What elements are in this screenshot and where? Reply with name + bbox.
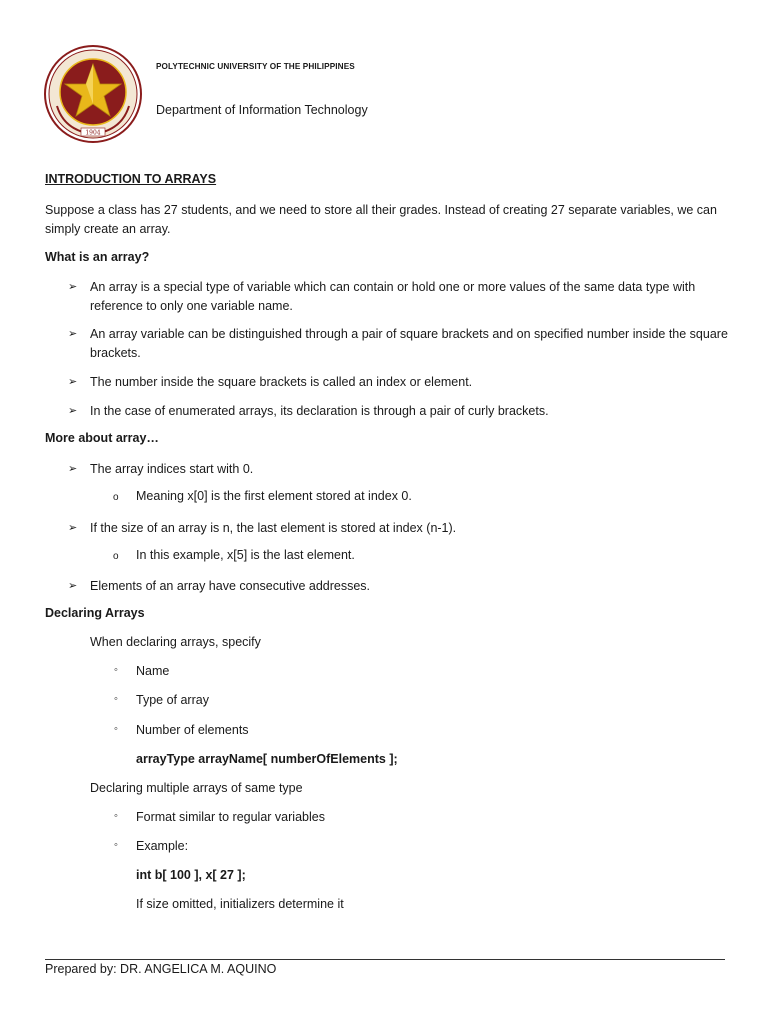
code-example: int b[ 100 ], x[ 27 ]; — [136, 868, 246, 882]
example-note: If size omitted, initializers determine it — [136, 897, 344, 911]
arrow-bullet-icon: ➢ — [68, 281, 78, 293]
sub-list-item: Type of array — [136, 693, 209, 707]
arrow-bullet-icon: ➢ — [68, 376, 78, 388]
small-circle-bullet-icon: ◦ — [114, 723, 118, 735]
document-title: INTRODUCTION TO ARRAYS — [45, 172, 217, 186]
list-item: Elements of an array have consecutive addresses. — [90, 579, 371, 593]
department-name: Department of Information Technology — [156, 103, 368, 117]
sub-list-item: Example: — [136, 839, 189, 853]
section-heading-more: More about array… — [45, 431, 159, 445]
multi-intro: Declaring multiple arrays of same type — [90, 781, 303, 795]
list-item: An array is a special type of variable which can contain or hold one or more values of the same data type with reference to only one variable name. — [90, 280, 696, 313]
small-circle-bullet-icon: ◦ — [114, 839, 118, 851]
syntax-example: arrayType arrayName[ numberOfElements ]; — [136, 752, 398, 766]
arrow-bullet-icon: ➢ — [68, 522, 78, 534]
footer-divider — [45, 959, 725, 960]
intro-paragraph: Suppose a class has 27 students, and we need to store all their grades. Instead of creating 27 separate variables, we can simply create an array. — [45, 203, 717, 236]
list-item: The array indices start with 0. — [90, 462, 254, 476]
footer-author: Prepared by: DR. ANGELICA M. AQUINO — [45, 962, 277, 976]
arrow-bullet-icon: ➢ — [68, 463, 78, 475]
section-heading-declaring: Declaring Arrays — [45, 606, 145, 620]
arrow-bullet-icon: ➢ — [68, 328, 78, 340]
sub-list-item: In this example, x[5] is the last element. — [136, 548, 355, 562]
list-item: If the size of an array is n, the last element is stored at index (n-1). — [90, 521, 457, 535]
university-seal-logo — [43, 44, 143, 144]
declaring-intro: When declaring arrays, specify — [90, 635, 261, 649]
small-circle-bullet-icon: ◦ — [114, 693, 118, 705]
sub-list-item: Meaning x[0] is the first element stored at index 0. — [136, 489, 412, 503]
sub-list-item: Name — [136, 664, 170, 678]
arrow-bullet-icon: ➢ — [68, 580, 78, 592]
small-circle-bullet-icon: ◦ — [114, 664, 118, 676]
arrow-bullet-icon: ➢ — [68, 405, 78, 417]
sub-list-item: Number of elements — [136, 723, 249, 737]
list-item: The number inside the square brackets is called an index or element. — [90, 375, 473, 389]
list-item: In the case of enumerated arrays, its declaration is through a pair of curly brackets. — [90, 404, 549, 418]
section-heading-what: What is an array? — [45, 250, 150, 264]
small-circle-bullet-icon: ◦ — [114, 810, 118, 822]
circle-bullet-icon: o — [113, 551, 119, 562]
circle-bullet-icon: o — [113, 492, 119, 503]
sub-list-item: Format similar to regular variables — [136, 810, 325, 824]
list-item: An array variable can be distinguished through a pair of square brackets and on specified number inside the square brackets. — [90, 327, 728, 360]
seal-year: 1904 — [85, 129, 101, 137]
university-name: POLYTECHNIC UNIVERSITY OF THE PHILIPPINES — [156, 62, 355, 71]
